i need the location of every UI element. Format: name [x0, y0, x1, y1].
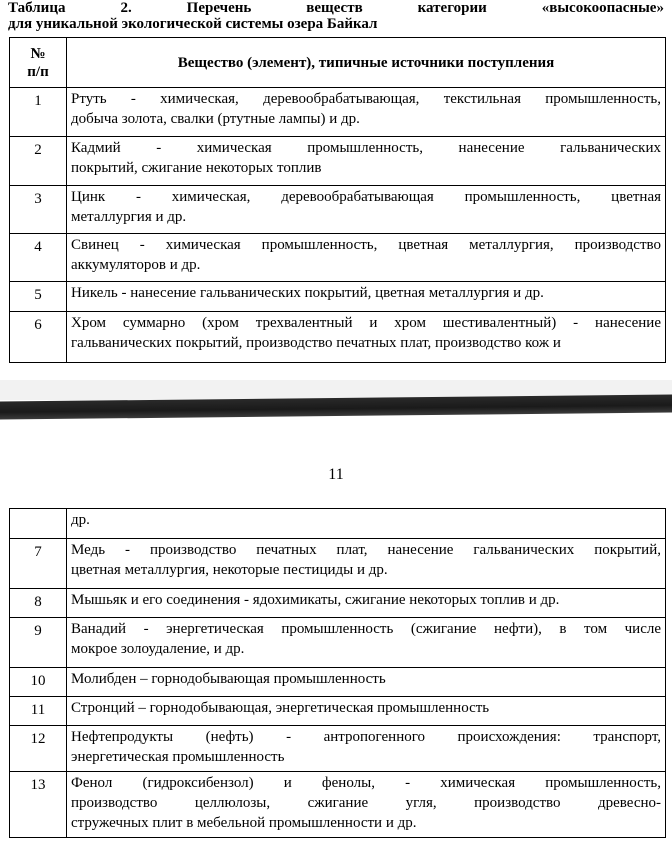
caption-word: «высокоопасные»: [541, 0, 664, 16]
caption-word: Перечень: [186, 0, 252, 16]
row-number-cell: [10, 509, 67, 539]
row-text: [67, 618, 666, 668]
substances-table-page-2: [9, 508, 666, 838]
row-text: [67, 697, 666, 726]
row-text-line: Молибден – горнодобывающая промышленность: [71, 671, 386, 687]
row-text-line: Ртуть - химическая, деревообрабатывающая, текстильная промышленность,: [71, 91, 661, 107]
row-text-line: Свинец - химическая промышленность, цветная металлургия, производство: [71, 237, 661, 253]
row-text: [67, 589, 666, 618]
table-row: [10, 668, 666, 697]
table-row: [10, 726, 666, 772]
row-number: 4: [10, 234, 67, 282]
row-text: [67, 668, 666, 697]
row-number: 7: [10, 539, 67, 589]
row-number: 12: [10, 726, 67, 772]
row-number: 13: [10, 772, 67, 838]
table-header-row: [10, 38, 666, 88]
row-number: 11: [10, 697, 67, 726]
caption-line-2: для уникальной экологической системы озера Байкал: [8, 16, 378, 32]
row-text: [67, 88, 666, 137]
row-number: 5: [10, 282, 67, 312]
substances-table-page-1: [9, 37, 666, 363]
row-text-line: Нефтепродукты (нефть) - антропогенного происхождения: транспорт,: [71, 729, 661, 745]
row-number: 6: [10, 312, 67, 363]
row-text-line: производство целлюлозы, сжигание угля, производство древесно-: [71, 795, 661, 811]
row-text-line: стружечных плит в мебельной промышленности и др.: [71, 815, 417, 831]
table-row: [10, 88, 666, 137]
table-row: [10, 186, 666, 234]
row-text-line: Стронций – горнодобывающая, энергетическая промышленность: [71, 700, 490, 716]
caption-line-1: [8, 0, 664, 16]
row-text-line: Хром суммарно (хром трехвалентный и хром шестивалентный) - нанесение: [71, 315, 661, 331]
row-text-line: Кадмий - химическая промышленность, нанесение гальванических: [71, 140, 661, 156]
row-text: [67, 234, 666, 282]
header-number: № п/п: [10, 38, 67, 88]
table-caption: [8, 0, 664, 32]
caption-word: Таблица: [8, 0, 66, 16]
header-substance: Вещество (элемент), типичные источники поступления: [67, 38, 666, 88]
row-text: [67, 137, 666, 186]
caption-word: 2.: [120, 0, 132, 16]
row-text: [67, 186, 666, 234]
row-text-line: мокрое золоудаление, и др.: [71, 641, 245, 657]
page-number: 11: [328, 466, 344, 483]
row-text: [67, 282, 666, 312]
row-text-line: Медь - производство печатных плат, нанесение гальванических покрытий,: [71, 542, 661, 558]
row-text-line: аккумуляторов и др.: [71, 257, 201, 273]
row-text-line: гальванических покрытий, производство печатных плат, производство кож и: [71, 335, 561, 351]
table-row: [10, 312, 666, 363]
row-text-line: цветная металлургия, некоторые пестициды и др.: [71, 562, 388, 578]
row-text-line: энергетическая промышленность: [71, 749, 285, 765]
row-text: [67, 772, 666, 838]
row-text-line: покрытий, сжигание некоторых топлив: [71, 160, 322, 176]
row-text-line: металлургия и др.: [71, 209, 187, 225]
row-number: 10: [10, 668, 67, 697]
caption-word: категории: [417, 0, 487, 16]
row-text-line: Мышьяк и его соединения - ядохимикаты, сжигание некоторых топлив и др.: [71, 592, 560, 608]
row-number: 3: [10, 186, 67, 234]
table-row: [10, 282, 666, 312]
caption-word: веществ: [306, 0, 363, 16]
table-row: [10, 772, 666, 838]
table-row: [10, 137, 666, 186]
table-row: [10, 618, 666, 668]
row-text: [67, 726, 666, 772]
continuation-text: др.: [71, 512, 90, 528]
table-row-continuation: [10, 509, 666, 539]
table-row: [10, 697, 666, 726]
table-row: [10, 539, 666, 589]
row-number: 8: [10, 589, 67, 618]
row-number: 9: [10, 618, 67, 668]
row-text-line: Фенол (гидроксибензол) и фенолы, - химическая промышленность,: [71, 775, 661, 791]
row-number: 1: [10, 88, 67, 137]
row-text-cell: [67, 509, 666, 539]
table-row: [10, 589, 666, 618]
row-text: [67, 312, 666, 363]
row-text-line: Цинк - химическая, деревообрабатывающая промышленность, цветная: [71, 189, 661, 205]
table-row: [10, 234, 666, 282]
row-text-line: добыча золота, свалки (ртутные лампы) и др.: [71, 111, 360, 127]
row-number: 2: [10, 137, 67, 186]
row-text-line: Никель - нанесение гальванических покрытий, цветная металлургия и др.: [71, 285, 544, 301]
row-text-line: Ванадий - энергетическая промышленность (сжигание нефти), в том числе: [71, 621, 661, 637]
row-text: [67, 539, 666, 589]
